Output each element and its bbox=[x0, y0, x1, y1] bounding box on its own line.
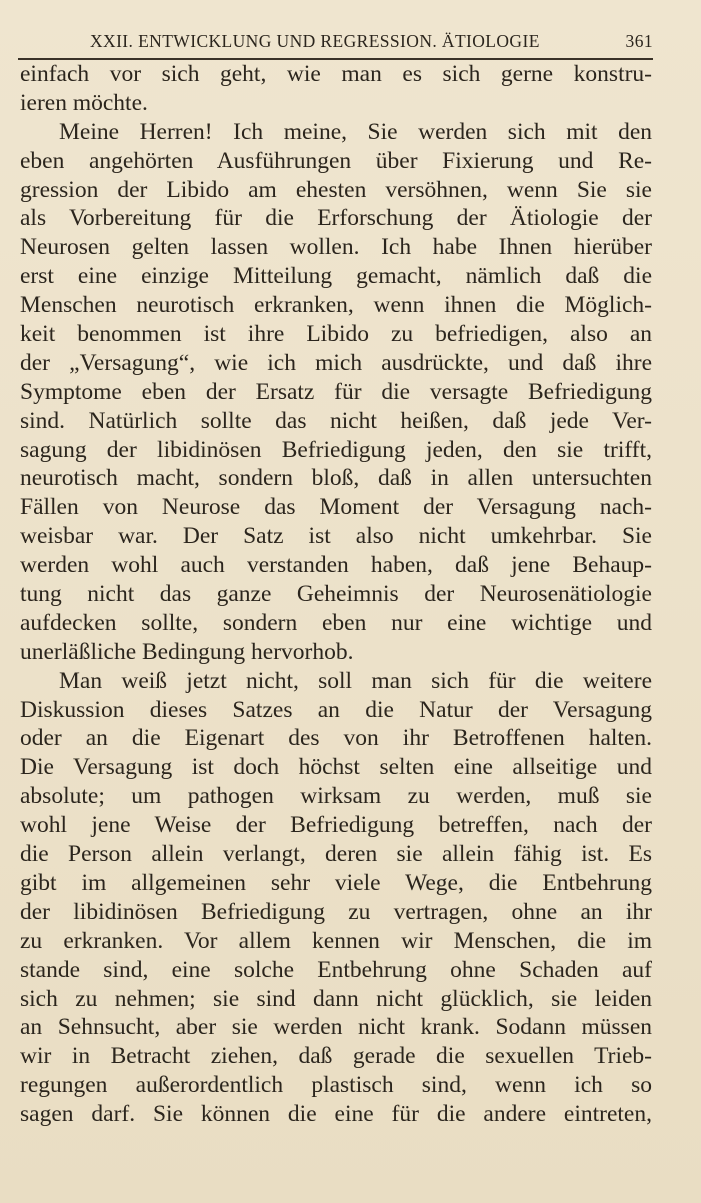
text-line: Die Versagung ist doch höchst selten eine allseitige und bbox=[20, 754, 652, 781]
text-line: Symptome eben der Ersatz für die versagte Befriedigung bbox=[20, 378, 652, 405]
text-line: weisbar war. Der Satz ist also nicht umkehrbar. Sie bbox=[20, 523, 652, 550]
text-line: eben angehörten Ausführungen über Fixierung und Re- bbox=[20, 147, 652, 174]
text-line: einfach vor sich geht, wie man es sich gerne konstru- bbox=[20, 61, 652, 87]
text-line: erst eine einzige Mitteilung gemacht, nämlich daß die bbox=[20, 263, 652, 290]
text-line: oder an die Eigenart des von ihr Betroffenen halten. bbox=[20, 725, 652, 752]
text-line: Menschen neurotisch erkranken, wenn ihnen die Möglich- bbox=[20, 292, 652, 319]
text-line: aufdecken sollte, sondern eben nur eine wichtige und bbox=[20, 609, 652, 636]
text-line: gression der Libido am ehesten versöhnen, wenn Sie sie bbox=[20, 176, 652, 203]
text-line: der libidinösen Befriedigung zu vertragen, ohne an ihr bbox=[20, 898, 652, 925]
text-line: gibt im allgemeinen sehr viele Wege, die Entbehrung bbox=[20, 869, 652, 896]
running-head-title: XXII. ENTWICKLUNG UND REGRESSION. ÄTIOLOGIE bbox=[90, 31, 540, 51]
text-line: keit benommen ist ihre Libido zu befriedigen, also an bbox=[20, 321, 652, 348]
text-line: wir in Betracht ziehen, daß gerade die sexuellen Trieb- bbox=[20, 1043, 652, 1070]
text-line: stande sind, eine solche Entbehrung ohne Schaden auf bbox=[20, 956, 652, 983]
text-line: tung nicht das ganze Geheimnis der Neurosenätiologie bbox=[20, 581, 652, 608]
body-text bbox=[20, 60, 652, 1129]
text-line: wohl jene Weise der Befriedigung betreffen, nach der bbox=[20, 812, 652, 839]
text-line: neurotisch macht, sondern bloß, daß in allen untersuchten bbox=[20, 465, 652, 492]
text-line: absolute; um pathogen wirksam zu werden, muß sie bbox=[20, 783, 652, 810]
text-line: sind. Natürlich sollte das nicht heißen, daß jede Ver- bbox=[20, 407, 652, 434]
text-line: Fällen von Neurose das Moment der Versagung nach- bbox=[20, 494, 652, 521]
text-line: der „Versagung“, wie ich mich ausdrückte, und daß ihre bbox=[20, 349, 652, 376]
text-line: ieren möchte. bbox=[20, 89, 148, 116]
text-line: zu erkranken. Vor allem kennen wir Menschen, die im bbox=[20, 927, 652, 954]
text-line: Neurosen gelten lassen wollen. Ich habe Ihnen hierüber bbox=[20, 234, 652, 261]
page-number: 361 bbox=[625, 31, 653, 51]
text-line: sagung der libidinösen Befriedigung jeden, den sie trifft, bbox=[20, 436, 652, 463]
text-line: die Person allein verlangt, deren sie allein fähig ist. Es bbox=[20, 841, 652, 868]
text-line: werden wohl auch verstanden haben, daß jene Behaup- bbox=[20, 552, 652, 579]
text-line: Meine Herren! Ich meine, Sie werden sich mit den bbox=[59, 118, 652, 145]
text-line: unerläßliche Bedingung hervorhob. bbox=[20, 638, 354, 665]
text-line: Man weiß jetzt nicht, soll man sich für die weitere bbox=[59, 667, 652, 694]
text-line: regungen außerordentlich plastisch sind, wenn ich so bbox=[20, 1072, 652, 1099]
text-line: sich zu nehmen; sie sind dann nicht glücklich, sie leiden bbox=[20, 985, 652, 1012]
text-line: als Vorbereitung für die Erforschung der Ätiologie der bbox=[20, 205, 652, 232]
running-head bbox=[18, 28, 653, 60]
text-line: sagen darf. Sie können die eine für die andere eintreten, bbox=[20, 1101, 652, 1128]
text-line: an Sehnsucht, aber sie werden nicht krank. Sodann müssen bbox=[20, 1014, 652, 1041]
text-line: Diskussion dieses Satzes an die Natur der Versagung bbox=[20, 696, 652, 723]
